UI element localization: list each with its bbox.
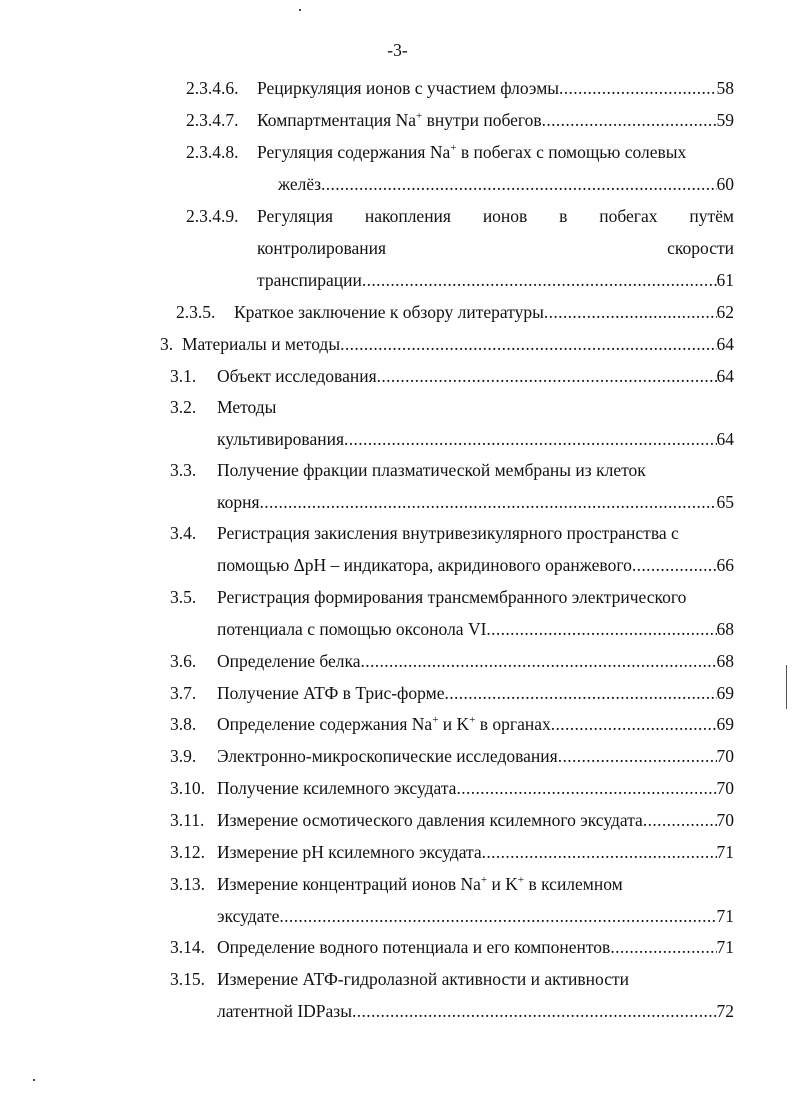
- toc-leader: [444, 683, 716, 703]
- toc-number: 3.6.: [170, 651, 197, 671]
- toc-leader: [542, 110, 717, 130]
- toc-title: Рециркуляция ионов с участием флоэмы: [257, 78, 560, 98]
- toc-title-line-2: культивирования: [217, 429, 345, 449]
- toc-page: 70: [716, 810, 734, 830]
- toc-entry-3-8[interactable]: [170, 714, 734, 736]
- toc-page: 64: [716, 366, 734, 386]
- toc-entry-3-12[interactable]: [170, 842, 734, 864]
- toc-page: 62: [716, 302, 734, 322]
- toc-entry-2-3-4-8[interactable]: [186, 142, 734, 196]
- toc-leader: [482, 842, 717, 862]
- toc-entry-3-10[interactable]: [170, 778, 734, 800]
- toc-title: Измерение осмотического давления ксилемного эксудата: [217, 810, 643, 830]
- toc-number: 3.: [160, 334, 174, 354]
- toc-leader: [610, 937, 716, 957]
- toc-entry-3-14[interactable]: [170, 937, 734, 959]
- toc-entry-3-4[interactable]: [170, 523, 734, 577]
- toc-entry-3-11[interactable]: [170, 810, 734, 832]
- toc-leader: [486, 619, 716, 639]
- toc-page: 70: [716, 778, 734, 798]
- toc-page: 69: [716, 714, 734, 734]
- toc-number: 2.3.5.: [176, 302, 216, 322]
- toc-title: Определение водного потенциала и его компонентов: [217, 937, 611, 957]
- toc-page: 60: [716, 174, 734, 194]
- toc-title: Измерение pH ксилемного эксудата: [217, 842, 482, 862]
- toc-page: 71: [716, 937, 734, 957]
- toc-number: 2.3.4.7.: [186, 110, 239, 130]
- toc-title-line-2: эксудате: [217, 906, 280, 926]
- toc-page: 72: [716, 1001, 734, 1021]
- toc-page: 64: [716, 334, 734, 354]
- toc-title-line-2: потенциала с помощью оксонола VI: [217, 619, 487, 639]
- toc-leader: [362, 270, 717, 290]
- toc-leader: [279, 906, 716, 926]
- toc-leader: [352, 1001, 717, 1021]
- toc-number: 2.3.4.6.: [186, 78, 239, 98]
- toc-page: 64: [716, 429, 734, 449]
- toc-number: 3.15.: [170, 969, 205, 989]
- toc-number: 2.3.4.8.: [186, 142, 239, 162]
- toc-number: 3.1.: [170, 366, 197, 386]
- toc-page: 65: [716, 492, 734, 512]
- toc-entry-2-3-5[interactable]: [176, 302, 734, 324]
- toc-title-line-1: Измерение концентраций ионов Na+ и K+ в ксилемном: [217, 874, 623, 894]
- toc-title: Краткое заключение к обзору литературы: [234, 302, 544, 322]
- toc-entry-3-5[interactable]: [170, 587, 734, 641]
- toc-page: 71: [716, 906, 734, 926]
- toc-page: 61: [716, 270, 734, 290]
- toc-leader: [377, 366, 717, 386]
- toc-entry-3-2[interactable]: [170, 397, 734, 451]
- toc-title: Материалы и методы: [182, 334, 341, 354]
- toc-title: Получение АТФ в Трис-форме: [217, 683, 445, 703]
- toc-page: 70: [716, 746, 734, 766]
- toc-leader: [456, 778, 716, 798]
- toc-page: 71: [716, 842, 734, 862]
- toc-entry-3-7[interactable]: [170, 683, 734, 705]
- toc-title-line-2: корня: [217, 492, 260, 512]
- toc-title-line-2: контролирования скорости: [257, 238, 734, 258]
- toc-number: 3.3.: [170, 460, 197, 480]
- toc-leader: [559, 78, 716, 98]
- toc-title-line-1: Методы: [217, 397, 277, 417]
- toc-entry-3-15[interactable]: [170, 969, 734, 1023]
- toc-page: 66: [716, 555, 734, 575]
- toc-page: 68: [716, 619, 734, 639]
- toc-title-line-2: желёз: [278, 174, 322, 194]
- toc-title-line-2: помощью ΔpH – индикатора, акридинового оранжевого: [217, 555, 632, 575]
- toc-entry-3-6[interactable]: [170, 651, 734, 673]
- toc-title-line-3: транспирации: [257, 270, 362, 290]
- toc-page: 69: [716, 683, 734, 703]
- toc-entry-3-1[interactable]: [170, 366, 734, 388]
- toc-entry-2-3-4-7[interactable]: [186, 110, 734, 132]
- toc-title-line-1: Измерение АТФ-гидролазной активности и активности: [217, 969, 629, 989]
- toc-entry-2-3-4-6[interactable]: [186, 78, 734, 100]
- toc-leader: [260, 492, 717, 512]
- toc-number: 2.3.4.9.: [186, 206, 239, 226]
- toc-entry-3-3[interactable]: [170, 460, 734, 514]
- toc-entry-2-3-4-9[interactable]: [186, 206, 734, 292]
- scan-speck: [33, 1079, 35, 1081]
- toc-number: 3.12.: [170, 842, 205, 862]
- toc-title-line-1: Регуляция накопления ионов в побегах путём: [257, 206, 734, 226]
- toc-page: 59: [716, 110, 734, 130]
- toc-entry-3-13[interactable]: [170, 874, 734, 928]
- toc-leader: [551, 714, 717, 734]
- toc-title-line-1: Регистрация формирования трансмембранного электрического: [217, 587, 687, 607]
- scan-speck: [299, 9, 301, 11]
- toc-title-line-2: латентной IDPазы: [217, 1001, 352, 1021]
- toc-page: 58: [716, 78, 734, 98]
- toc-leader: [340, 334, 716, 354]
- toc-number: 3.4.: [170, 523, 197, 543]
- page-number: -3-: [387, 40, 408, 60]
- toc-title: Электронно-микроскопические исследования: [217, 746, 558, 766]
- toc-number: 3.13.: [170, 874, 205, 894]
- toc-title: Получение ксилемного эксудата: [217, 778, 457, 798]
- toc-leader: [361, 651, 717, 671]
- toc-title-line-1: Получение фракции плазматической мембраны из клеток: [217, 460, 646, 480]
- toc-number: 3.10.: [170, 778, 205, 798]
- toc-number: 3.8.: [170, 714, 197, 734]
- toc-number: 3.14.: [170, 937, 205, 957]
- toc-entry-3-9[interactable]: [170, 746, 734, 768]
- toc-number: 3.7.: [170, 683, 197, 703]
- toc-leader: [558, 746, 717, 766]
- toc-title: Определение содержания Na+ и K+ в органах: [217, 714, 551, 734]
- toc-leader: [321, 174, 716, 194]
- toc-entry-3[interactable]: [160, 334, 734, 356]
- toc-page: 68: [716, 651, 734, 671]
- toc-number: 3.5.: [170, 587, 197, 607]
- toc-number: 3.11.: [170, 810, 205, 830]
- toc-title-line-1: Регуляция содержания Na+ в побегах с помощью солевых: [257, 142, 687, 162]
- toc-title: Определение белка: [217, 651, 361, 671]
- toc-leader: [643, 810, 717, 830]
- toc-number: 3.2.: [170, 397, 197, 417]
- scan-speck: [786, 665, 787, 709]
- toc-title-line-1: Регистрация закисления внутривезикулярного пространства с: [217, 523, 679, 543]
- toc-leader: [632, 555, 717, 575]
- toc-title: Компартментация Na+ внутри побегов: [257, 110, 542, 130]
- toc-title: Объект исследования: [217, 366, 377, 386]
- toc-leader: [344, 429, 716, 449]
- toc-number: 3.9.: [170, 746, 197, 766]
- toc-leader: [544, 302, 717, 322]
